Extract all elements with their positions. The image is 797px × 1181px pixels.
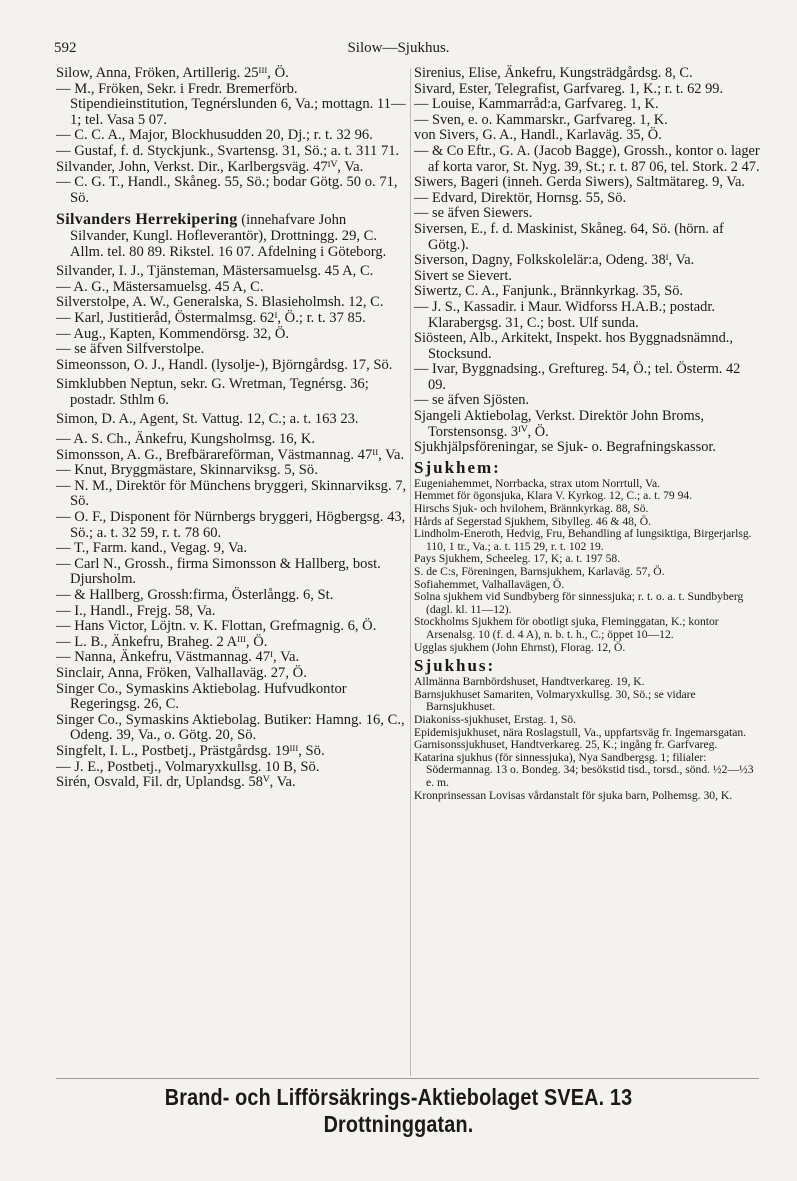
list-item: Silverstolpe, A. W., Generalska, S. Blasieholmsh. 12, C.	[56, 294, 384, 311]
list-item-featured: Silvanders Herrekipering (innehafvare John Silvander, Kungl. Hofleverantör), Drottningg. 29, C. Allm. tel. 80 89. Rikstel. 16 07. Afdelning i Göteborg.	[56, 211, 387, 260]
list-item: — J. E., Postbetj., Volmaryxkullsg. 10 B, Sö.	[56, 758, 320, 775]
list-item: — se äfven Siewers.	[414, 205, 533, 222]
list-item: — L. B., Änkefru, Braheg. 2 Aᴵᴵᴵ, Ö.	[56, 633, 268, 650]
footer-advert: Brand- och Lifförsäkrings-Aktiebolaget SVEA. 13 Drottninggatan.	[164, 1084, 633, 1137]
list-item: Silow, Anna, Fröken, Artillerig. 25ᴵᴵᴵ, Ö.	[56, 65, 289, 81]
list-item: Siwers, Bageri (inneh. Gerda Siwers), Saltmätareg. 9, Va.	[414, 174, 746, 191]
right-column	[414, 66, 760, 802]
list-item: — Nanna, Änkefru, Västmannag. 47ᴵ, Va.	[56, 649, 300, 666]
list-item: Diakoniss-sjukhuset, Erstag. 1, Sö.	[414, 712, 576, 726]
list-item: Eugeniahemmet, Norrbacka, strax utom Norrtull, Va.	[414, 476, 661, 490]
list-item: von Sivers, G. A., Handl., Karlaväg. 35, Ö.	[414, 127, 662, 144]
list-item: — O. F., Disponent för Nürnbergs bryggeri, Högbergsg. 43, Sö.; a. t. 32 59, r. t. 78 60.	[56, 509, 406, 541]
running-head: Silow—Sjukhus.	[347, 40, 450, 56]
page-number: 592	[54, 40, 77, 56]
list-item: Hårds af Segerstad Sjukhem, Sibylleg. 46 & 48, Ö.	[414, 514, 651, 528]
list-item: Simonsson, A. G., Brefbärareförman, Västmannag. 47ᴵᴵ, Va.	[56, 446, 405, 463]
list-item: — C. C. A., Major, Blockhusudden 20, Dj.; r. t. 32 96.	[56, 127, 373, 144]
featured-name: Silvanders Herrekipering	[56, 211, 238, 229]
list-item: — Carl N., Grossh., firma Simonsson & Hallberg, bost. Djursholm.	[56, 555, 381, 588]
list-item: — se äfven Silfverstolpe.	[56, 341, 205, 358]
list-item: Epidemisjukhuset, nära Roslagstull, Va., uppfartsväg fr. Ingemarsgatan.	[414, 725, 747, 739]
list-item: Kronprinsessan Lovisas vårdanstalt för sjuka barn, Polhemsg. 30, K.	[414, 788, 733, 802]
list-item: Lindholm-Eneroth, Hedvig, Fru, Behandling af lungsiktiga, Birgerjarlsg. 110, 1 tr., Va.; a. t. 115 29, r. t. 102 19.	[414, 527, 752, 553]
list-item: — T., Farm. kand., Vegag. 9, Va.	[56, 540, 248, 557]
list-item: Katarina sjukhus (för sinnessjuka), Nya Sandbergsg. 1; filialer: Södermannag. 13 o. Bondeg. 34; besökstid tisd., torsd., sönd. ½2—½3 e. m.	[414, 750, 754, 789]
list-item: — & Hallberg, Grossh:firma, Österlångg. 6, St.	[56, 587, 334, 603]
list-item: — M., Fröken, Sekr. i Fredr. Bremerförb. Stipendieinstitution, Tegnérslunden 6, Va.; mottagn. 11—1; tel. Vasa 5 07.	[56, 80, 406, 128]
list-item: Ugglas sjukhem (John Ehrnst), Florag. 12, Ö.	[414, 640, 626, 654]
list-item: Sivard, Ester, Telegrafist, Garfvareg. 1, K.; r. t. 62 99.	[414, 80, 724, 97]
list-item: Singer Co., Symaskins Aktiebolag. Butiker: Hamng. 16, C., Odeng. 39, Va., o. Götg. 20, Sö.	[56, 711, 405, 744]
list-item: Sirén, Osvald, Fil. dr, Uplandsg. 58ⱽ, Va.	[56, 774, 296, 791]
list-item: Silvander, I. J., Tjänsteman, Mästersamuelsg. 45 A, C.	[56, 263, 374, 280]
column-divider	[410, 68, 411, 1076]
list-item: — Sven, e. o. Kammarskr., Garfvareg. 1, K.	[414, 111, 668, 128]
list-item: — & Co Eftr., G. A. (Jacob Bagge), Grossh., kontor o. lager af korta varor, St. Nyg. 39, St.; r. t. 87 06, tel. Stork. 2 47.	[414, 142, 760, 175]
list-item: Sjangeli Aktiebolag, Verkst. Direktör John Broms, Torstensonsg. 3ᴵⱽ, Ö.	[414, 408, 704, 440]
list-item: Barnsjukhuset Samariten, Volmaryxkullsg. 30, Sö.; se vidare Barnsjukhuset.	[414, 687, 696, 714]
list-item: — Hans Victor, Löjtn. v. K. Flottan, Grefmagnig. 6, Ö.	[56, 618, 377, 635]
list-item: Sirenius, Elise, Änkefru, Kungsträdgårdsg. 8, C.	[414, 65, 693, 81]
list-item: — Aug., Kapten, Kommendörsg. 32, Ö.	[56, 325, 290, 342]
list-item: — Louise, Kammarråd:a, Garfvareg. 1, K.	[414, 96, 659, 113]
list-item: — C. G. T., Handl., Skåneg. 55, Sö.; bodar Götg. 50 o. 71, Sö.	[56, 174, 398, 206]
list-item: Allmänna Barnbördshuset, Handtverkareg. 19, K.	[414, 675, 645, 689]
list-item: — A. S. Ch., Änkefru, Kungsholmsg. 16, K.	[56, 431, 316, 448]
list-item: Sofiahemmet, Valhallavägen, Ö.	[414, 577, 565, 591]
section-heading-sjukhem: Sjukhem:	[414, 457, 501, 477]
list-item: Singfelt, I. L., Postbetj., Prästgårdsg. 19ᴵᴵᴵ, Sö.	[56, 742, 325, 759]
list-item: Sjukhjälpsföreningar, se Sjuk- o. Begrafningskassor.	[414, 439, 716, 456]
list-item: Simklubben Neptun, sekr. G. Wretman, Tegnérsg. 36; postadr. Sthlm 6.	[56, 376, 369, 408]
list-item: Siwertz, C. A., Fanjunk., Brännkyrkag. 35, Sö.	[414, 283, 684, 300]
left-column	[56, 66, 408, 791]
list-item: Simon, D. A., Agent, St. Vattug. 12, C.; a. t. 163 23.	[56, 411, 359, 428]
list-item: Siverson, Dagny, Folkskolelär:a, Odeng. 38ᴵ, Va.	[414, 252, 695, 269]
list-item: Stockholms Sjukhem för obotligt sjuka, Fleminggatan, K.; kontor Arsenalsg. 10 (f. d. 4 A), n. b. t. h., C.; öppet 10—12.	[414, 615, 719, 641]
list-item: Solna sjukhem vid Sundbyberg för sinnessjuka; r. t. o. a. t. Sundbyberg (dagl. kl. 11—12).	[414, 590, 744, 616]
list-item: — A. G., Mästersamuelsg. 45 A, C.	[56, 278, 264, 295]
list-item: — Knut, Bryggmästare, Skinnarviksg. 5, Sö.	[56, 462, 318, 479]
page-header	[40, 40, 757, 62]
list-item: — Edvard, Direktör, Hornsg. 55, Sö.	[414, 189, 627, 206]
list-item: Hirschs Sjuk- och hvilohem, Brännkyrkag. 88, Sö.	[414, 502, 649, 516]
list-item: — I., Handl., Frejg. 58, Va.	[56, 602, 216, 619]
list-item: — J. S., Kassadir. i Maur. Widforss H.A.B.; postadr. Klarabergsg. 31, C.; bost. Ulf sunda.	[414, 298, 715, 331]
list-item: Simeonsson, O. J., Handl. (lysolje-), Björngårdsg. 17, Sö.	[56, 356, 393, 373]
list-item: Sivert se Sievert.	[414, 267, 512, 284]
list-item: — Ivar, Byggnadsing., Greftureg. 54, Ö.; tel. Österm. 42 09.	[414, 361, 741, 393]
list-item: S. de C:s, Föreningen, Barnsjukhem, Karlaväg. 57, Ö.	[414, 565, 665, 578]
list-item: — se äfven Sjösten.	[414, 392, 530, 409]
list-item: Singer Co., Symaskins Aktiebolag. Hufvudkontor Regeringsg. 26, C.	[56, 680, 347, 713]
list-item: Silvander, John, Verkst. Dir., Karlbergsväg. 47ᴵⱽ, Va.	[56, 158, 364, 175]
list-item: Hemmet för ögonsjuka, Klara V. Kyrkog. 12, C.; a. t. 79 94.	[414, 489, 693, 503]
footer-divider	[56, 1078, 759, 1079]
list-item: Siösteen, Alb., Arkitekt, Inspekt. hos Byggnadsnämnd., Stocksund.	[414, 330, 733, 362]
list-item: Pays Sjukhem, Scheeleg. 17, K; a. t. 197 58.	[414, 552, 621, 566]
list-item: Siversen, E., f. d. Maskinist, Skåneg. 64, Sö. (hörn. af Götg.).	[414, 220, 724, 253]
section-heading-sjukhus: Sjukhus:	[414, 656, 496, 676]
list-item: Garnisonssjukhuset, Handtverkareg. 25, K.; ingång fr. Garfvareg.	[414, 738, 718, 752]
list-item: — Gustaf, f. d. Styckjunk., Svartensg. 31, Sö.; a. t. 311 71.	[56, 142, 400, 159]
list-item: — Karl, Justitieråd, Östermalmsg. 62ᴵ, Ö.; r. t. 37 85.	[56, 309, 366, 326]
list-item: — N. M., Direktör för Münchens bryggeri, Skinnarviksg. 7, Sö.	[56, 477, 407, 510]
list-item: Sinclair, Anna, Fröken, Valhallaväg. 27, Ö.	[56, 664, 307, 681]
